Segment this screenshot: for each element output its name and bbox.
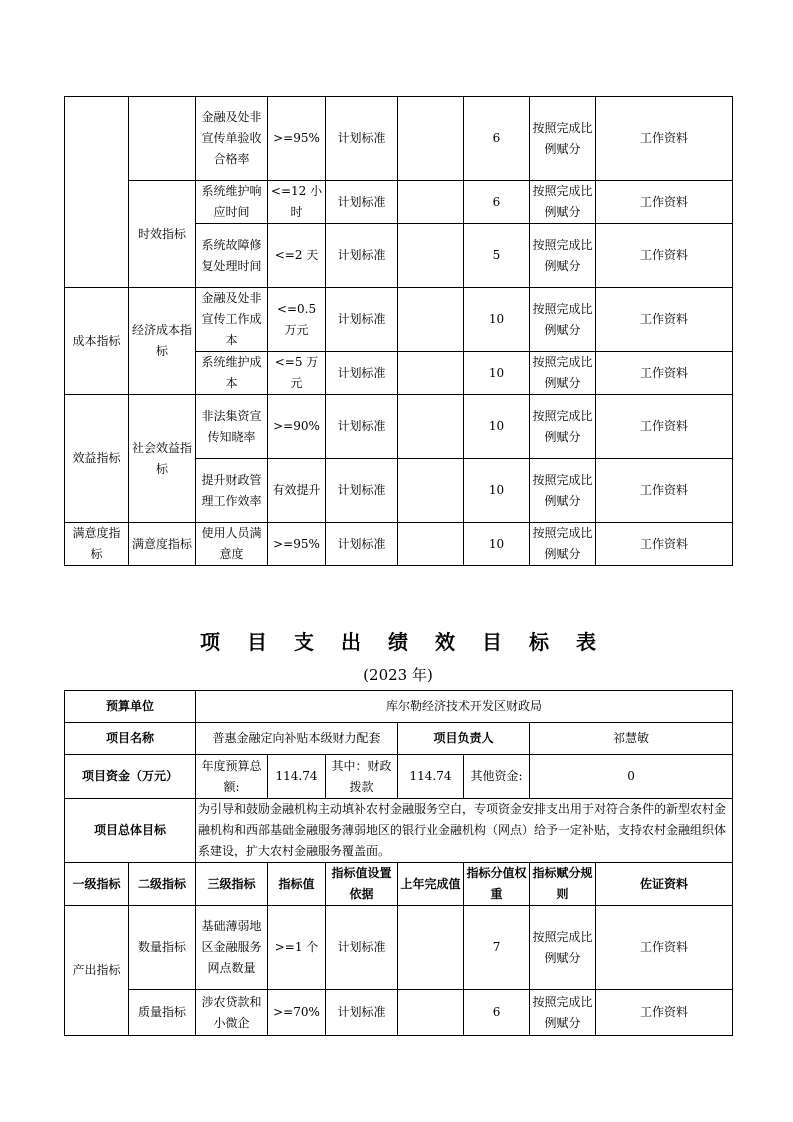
fiscal-allocation-value: 114.74 bbox=[398, 755, 464, 799]
cell-value: >=1 个 bbox=[268, 906, 326, 990]
cell-level3: 金融及处非宣传单验收合格率 bbox=[196, 97, 268, 181]
budget-unit-row bbox=[65, 691, 733, 723]
project-name-value: 普惠金融定向补贴本级财力配套 bbox=[196, 723, 398, 755]
cell-level2: 质量指标 bbox=[129, 990, 196, 1036]
cell-level2: 数量指标 bbox=[129, 906, 196, 990]
header-rule: 指标赋分规则 bbox=[530, 863, 596, 906]
overall-goal-text: 为引导和鼓励金融机构主动填补农村金融服务空白，专项资金安排支出用于对符合条件的新型农村金融机构和西部基础金融服务薄弱地区的银行业金融机构（网点）给予一定补贴，支持农村金融组织体系建设，扩大农村金融服务覆盖面。 bbox=[196, 799, 733, 863]
cell-level3: 系统故障修复处理时间 bbox=[196, 224, 268, 288]
table-row bbox=[65, 395, 733, 459]
cell-last-year bbox=[398, 97, 464, 181]
cell-basis: 计划标准 bbox=[326, 395, 398, 459]
cell-rule: 按照完成比例赋分 bbox=[530, 352, 596, 395]
annual-budget-value: 114.74 bbox=[268, 755, 326, 799]
cell-evidence: 工作资料 bbox=[596, 288, 733, 352]
project-name-row bbox=[65, 723, 733, 755]
header-level1: 一级指标 bbox=[65, 863, 129, 906]
cell-basis: 计划标准 bbox=[326, 523, 398, 566]
cell-value: <=12 小时 bbox=[268, 181, 326, 224]
cell-rule: 按照完成比例赋分 bbox=[530, 224, 596, 288]
cell-level1: 成本指标 bbox=[65, 288, 129, 395]
cell-last-year bbox=[398, 224, 464, 288]
cell-value: 有效提升 bbox=[268, 459, 326, 523]
cell-last-year bbox=[398, 288, 464, 352]
cell-last-year bbox=[398, 181, 464, 224]
performance-goal-table bbox=[64, 690, 733, 1036]
cell-last-year bbox=[398, 352, 464, 395]
cell-evidence: 工作资料 bbox=[596, 352, 733, 395]
cell-level1: 产出指标 bbox=[65, 906, 129, 1036]
cell-last-year bbox=[398, 990, 464, 1036]
header-row bbox=[65, 863, 733, 906]
cell-basis: 计划标准 bbox=[326, 181, 398, 224]
overall-goal-label: 项目总体目标 bbox=[65, 799, 196, 863]
indicator-table-continued bbox=[64, 96, 733, 566]
cell-rule: 按照完成比例赋分 bbox=[530, 97, 596, 181]
cell-level3: 涉农贷款和小微企 bbox=[196, 990, 268, 1036]
cell-rule: 按照完成比例赋分 bbox=[530, 990, 596, 1036]
cell-evidence: 工作资料 bbox=[596, 459, 733, 523]
project-funds-row bbox=[65, 755, 733, 799]
cell-evidence: 工作资料 bbox=[596, 523, 733, 566]
budget-unit-value: 库尔勒经济技术开发区财政局 bbox=[196, 691, 733, 723]
cell-level3: 基础薄弱地区金融服务网点数量 bbox=[196, 906, 268, 990]
cell-rule: 按照完成比例赋分 bbox=[530, 288, 596, 352]
cell-weight: 6 bbox=[464, 97, 530, 181]
project-funds-label: 项目资金（万元） bbox=[65, 755, 196, 799]
cell-evidence: 工作资料 bbox=[596, 181, 733, 224]
cell-weight: 7 bbox=[464, 906, 530, 990]
cell-evidence: 工作资料 bbox=[596, 906, 733, 990]
cell-last-year bbox=[398, 906, 464, 990]
table-row bbox=[65, 990, 733, 1036]
cell-evidence: 工作资料 bbox=[596, 224, 733, 288]
cell-value: >=95% bbox=[268, 97, 326, 181]
table-row bbox=[65, 906, 733, 990]
cell-evidence: 工作资料 bbox=[596, 990, 733, 1036]
cell-level1: 效益指标 bbox=[65, 395, 129, 523]
cell-rule: 按照完成比例赋分 bbox=[530, 523, 596, 566]
cell-level3: 系统维护响应时间 bbox=[196, 181, 268, 224]
cell-basis: 计划标准 bbox=[326, 224, 398, 288]
cell-value: >=95% bbox=[268, 523, 326, 566]
cell-rule: 按照完成比例赋分 bbox=[530, 906, 596, 990]
fiscal-allocation-label: 其中：财政拨款 bbox=[326, 755, 398, 799]
overall-goal-row bbox=[65, 799, 733, 863]
cell-value: >=70% bbox=[268, 990, 326, 1036]
cell-evidence: 工作资料 bbox=[596, 97, 733, 181]
cell-level3: 金融及处非宣传工作成本 bbox=[196, 288, 268, 352]
cell-value: <=5 万元 bbox=[268, 352, 326, 395]
cell-weight: 10 bbox=[464, 288, 530, 352]
cell-last-year bbox=[398, 395, 464, 459]
cell-level3: 提升财政管理工作效率 bbox=[196, 459, 268, 523]
project-lead-value: 祁慧敏 bbox=[530, 723, 733, 755]
cell-weight: 6 bbox=[464, 181, 530, 224]
cell-level3: 非法集资宣传知晓率 bbox=[196, 395, 268, 459]
other-funds-value: 0 bbox=[530, 755, 733, 799]
cell-evidence: 工作资料 bbox=[596, 395, 733, 459]
table-row bbox=[65, 181, 733, 224]
cell-level2: 社会效益指标 bbox=[129, 395, 196, 523]
cell-level3: 系统维护成本 bbox=[196, 352, 268, 395]
cell-basis: 计划标准 bbox=[326, 352, 398, 395]
header-level2: 二级指标 bbox=[129, 863, 196, 906]
cell-level3: 使用人员满意度 bbox=[196, 523, 268, 566]
table-row bbox=[65, 288, 733, 352]
cell-value: <=0.5 万元 bbox=[268, 288, 326, 352]
cell-basis: 计划标准 bbox=[326, 906, 398, 990]
project-lead-label: 项目负责人 bbox=[398, 723, 530, 755]
cell-weight: 5 bbox=[464, 224, 530, 288]
other-funds-label: 其他资金: bbox=[464, 755, 530, 799]
header-level3: 三级指标 bbox=[196, 863, 268, 906]
header-weight: 指标分值权重 bbox=[464, 863, 530, 906]
cell-weight: 10 bbox=[464, 352, 530, 395]
cell-level2 bbox=[129, 97, 196, 181]
cell-rule: 按照完成比例赋分 bbox=[530, 395, 596, 459]
table-row bbox=[65, 97, 733, 181]
cell-basis: 计划标准 bbox=[326, 459, 398, 523]
project-name-label: 项目名称 bbox=[65, 723, 196, 755]
table-row bbox=[65, 523, 733, 566]
cell-last-year bbox=[398, 459, 464, 523]
cell-level2: 满意度指标 bbox=[129, 523, 196, 566]
cell-last-year bbox=[398, 523, 464, 566]
cell-level1: 满意度指标 bbox=[65, 523, 129, 566]
cell-level2: 时效指标 bbox=[129, 181, 196, 288]
cell-basis: 计划标准 bbox=[326, 288, 398, 352]
budget-unit-label: 预算单位 bbox=[65, 691, 196, 723]
cell-level1 bbox=[65, 97, 129, 288]
header-evidence: 佐证资料 bbox=[596, 863, 733, 906]
header-value: 指标值 bbox=[268, 863, 326, 906]
cell-value: <=2 天 bbox=[268, 224, 326, 288]
header-basis: 指标值设置依据 bbox=[326, 863, 398, 906]
page-title: 项目支出绩效目标表 bbox=[200, 630, 623, 654]
cell-value: >=90% bbox=[268, 395, 326, 459]
cell-basis: 计划标准 bbox=[326, 990, 398, 1036]
cell-weight: 10 bbox=[464, 395, 530, 459]
cell-weight: 10 bbox=[464, 523, 530, 566]
cell-weight: 6 bbox=[464, 990, 530, 1036]
cell-level2: 经济成本指标 bbox=[129, 288, 196, 395]
cell-weight: 10 bbox=[464, 459, 530, 523]
header-last-year: 上年完成值 bbox=[398, 863, 464, 906]
cell-basis: 计划标准 bbox=[326, 97, 398, 181]
page-subtitle: (2023 年) bbox=[363, 666, 433, 684]
cell-rule: 按照完成比例赋分 bbox=[530, 459, 596, 523]
cell-rule: 按照完成比例赋分 bbox=[530, 181, 596, 224]
annual-budget-label: 年度预算总额: bbox=[196, 755, 268, 799]
